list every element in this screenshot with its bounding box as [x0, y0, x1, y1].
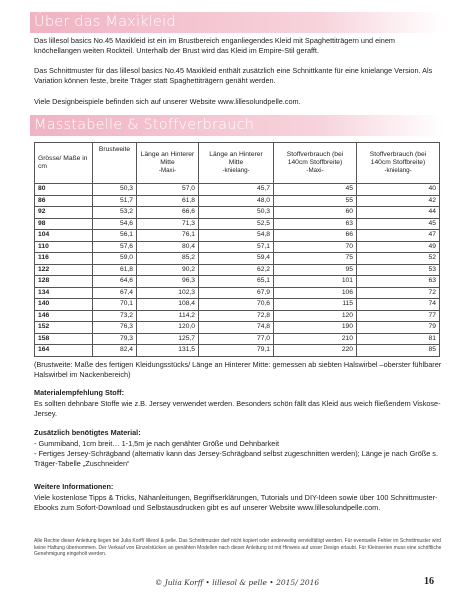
value-cell: 70,6: [199, 299, 274, 311]
value-cell: 73,2: [93, 310, 137, 322]
value-cell: 120,0: [137, 322, 199, 334]
value-cell: 53: [357, 264, 440, 276]
value-cell: 120: [274, 310, 357, 322]
value-cell: 81: [357, 333, 440, 345]
col-header-fabric-maxi-label: Stoffverbrauch (bei 140cm Stoffbreite): [286, 150, 344, 166]
value-cell: 45,7: [199, 184, 274, 196]
page-number: 16: [424, 576, 434, 587]
size-cell: 80: [35, 184, 93, 196]
size-cell: 128: [35, 276, 93, 288]
value-cell: 80,4: [137, 241, 199, 253]
table-row: [35, 276, 440, 288]
table-row: [35, 184, 440, 196]
col-header-length-knee: [199, 143, 274, 184]
size-table: [34, 142, 440, 357]
section-heading-size-chart: Masstabelle & Stoffverbrauch: [34, 117, 255, 133]
value-cell: 79: [357, 322, 440, 334]
table-row: [35, 207, 440, 219]
table-row: [35, 322, 440, 334]
value-cell: 49: [357, 241, 440, 253]
col-header-length-knee-label: Länge an Hinterer Mitte: [209, 150, 263, 166]
value-cell: 50,3: [93, 184, 137, 196]
value-cell: 77: [357, 310, 440, 322]
value-cell: 75: [274, 253, 357, 265]
size-cell: 110: [35, 241, 93, 253]
value-cell: 220: [274, 345, 357, 357]
size-cell: 146: [35, 310, 93, 322]
value-cell: 48,0: [199, 195, 274, 207]
size-cell: 134: [35, 287, 93, 299]
table-row: [35, 241, 440, 253]
col-header-bust: [93, 143, 137, 184]
intro-paragraph-2: Das Schnittmuster für das lillesol basics No.45 Maxikleid enthält zusätzlich eine Schnittkante für eine knielange Version. Als Variation können feste, breite Träger statt Spaghettiträgern genäht werden.: [34, 66, 433, 86]
size-cell: 98: [35, 218, 93, 230]
value-cell: 190: [274, 322, 357, 334]
value-cell: 67,9: [199, 287, 274, 299]
extra-material-title: [34, 428, 444, 438]
table-row: [35, 345, 440, 357]
value-cell: 115: [274, 299, 357, 311]
value-cell: 62,2: [199, 264, 274, 276]
value-cell: 57,0: [137, 184, 199, 196]
value-cell: 57,1: [199, 241, 274, 253]
material-title: [34, 388, 444, 398]
value-cell: 59,0: [93, 253, 137, 265]
value-cell: 85,2: [137, 253, 199, 265]
value-cell: 40: [357, 184, 440, 196]
value-cell: 79,1: [199, 345, 274, 357]
col-header-length-knee-sub: -knielang-: [222, 167, 250, 175]
value-cell: 70: [274, 241, 357, 253]
value-cell: 82,4: [93, 345, 137, 357]
col-header-size-label: Grösse/ Maße in cm: [38, 154, 88, 170]
table-row: [35, 333, 440, 345]
value-cell: 45: [357, 218, 440, 230]
value-cell: 56,1: [93, 230, 137, 242]
col-header-length-maxi: [137, 143, 199, 184]
value-cell: 61,8: [93, 264, 137, 276]
value-cell: 66,6: [137, 207, 199, 219]
value-cell: 90,2: [137, 264, 199, 276]
col-header-bust-label: Brustweite: [98, 146, 131, 153]
value-cell: 52,5: [199, 218, 274, 230]
section-heading-about: Über das Maxikleid: [34, 14, 176, 30]
table-row: [35, 310, 440, 322]
value-cell: 47: [357, 230, 440, 242]
value-cell: 61,8: [137, 195, 199, 207]
value-cell: 54,8: [199, 230, 274, 242]
intro-paragraph-3: Viele Designbeispiele befinden sich auf unserer Website www.lillesolundpelle.com.: [34, 97, 301, 106]
value-cell: 106: [274, 287, 357, 299]
measurement-note: (Brustweite: Maße des fertigen Kleidungsstücks/ Länge an Hinterer Mitte: gemessen ab siebten Halswirbel –oberster fühlbarer Halswirbel im Nackenbereich): [34, 360, 442, 380]
value-cell: 77,0: [199, 333, 274, 345]
value-cell: 52: [357, 253, 440, 265]
col-header-fabric-knee: [357, 143, 440, 184]
value-cell: 65,1: [199, 276, 274, 288]
value-cell: 60: [274, 207, 357, 219]
value-cell: 71,3: [137, 218, 199, 230]
page-footer: © Julia Korff • lillesol & pelle • 2015/ 2016: [154, 578, 320, 587]
table-row: [35, 264, 440, 276]
value-cell: 74,8: [199, 322, 274, 334]
col-header-length-maxi-sub: -Maxi-: [158, 167, 177, 175]
heading-band-about: [30, 12, 444, 33]
info-title: [34, 482, 444, 492]
size-cell: 86: [35, 195, 93, 207]
value-cell: 101: [274, 276, 357, 288]
value-cell: 102,3: [137, 287, 199, 299]
table-row: [35, 299, 440, 311]
value-cell: 63: [274, 218, 357, 230]
value-cell: 54,6: [93, 218, 137, 230]
table-row: [35, 253, 440, 265]
size-cell: 140: [35, 299, 93, 311]
table-row: [35, 195, 440, 207]
size-cell: 122: [35, 264, 93, 276]
col-header-size: [35, 143, 93, 184]
table-row: [35, 218, 440, 230]
size-cell: 92: [35, 207, 93, 219]
value-cell: 108,4: [137, 299, 199, 311]
value-cell: 55: [274, 195, 357, 207]
value-cell: 72,8: [199, 310, 274, 322]
col-header-fabric-maxi-sub: -Maxi-: [306, 167, 324, 175]
table-header-row: [35, 143, 440, 184]
value-cell: 66: [274, 230, 357, 242]
value-cell: 53,2: [93, 207, 137, 219]
size-cell: 116: [35, 253, 93, 265]
value-cell: 72: [357, 287, 440, 299]
extra-material-line-2: - Fertiges Jersey-Schrägband (alternativ kann das Jersey-Schrägband selbst zugeschnitten werden); Länge je nach Größe s. Träger-Tabelle „Zuschneiden“: [34, 449, 438, 469]
size-cell: 164: [35, 345, 93, 357]
table-row: [35, 287, 440, 299]
intro-paragraph-1: Das lillesol basics No.45 Maxikleid ist ein im Brustbereich enganliegendes Kleid mit Spaghettiträgern und einem knöchellangen weiten Rockteil. Unterhalb der Brust wird das Kleid im Empire-Stil gerafft.: [34, 36, 395, 56]
heading-band-size-chart: [30, 115, 444, 136]
value-cell: 74: [357, 299, 440, 311]
col-header-fabric-knee-sub: -knielang-: [384, 167, 412, 175]
info-text: Viele kostenlose Tipps & Tricks, Nähanleitungen, Begriffserklärungen, Tutorials und DIY-Ideen sowie über 100 Schnittmuster-Ebooks zum Sofort-Download und Selbstausdrucken gibt es auf unserer Website www.lillesolundpelle.com.: [34, 493, 438, 513]
value-cell: 51,7: [93, 195, 137, 207]
copyright-footnote: Alle Rechte dieser Anleitung liegen bei Julia Korff/ lillesol & pelle. Das Schnittmuster darf nicht kopiert oder anderweitig vervielfältigt werden. Für eventuelle Fehler im Schnittmuster wird keine Haftung übernommen. Der Verkauf von Einzelstücken an genähten Modellen nach dieser Anleitung ist mit Hinweis auf unser Design erlaubt. Für Kleinserien muss eine schriftliche Genehmigung eingeholt werden.: [34, 538, 442, 558]
value-cell: 125,7: [137, 333, 199, 345]
value-cell: 76,1: [137, 230, 199, 242]
value-cell: 95: [274, 264, 357, 276]
size-cell: 158: [35, 333, 93, 345]
value-cell: 64,6: [93, 276, 137, 288]
value-cell: 79,3: [93, 333, 137, 345]
value-cell: 85: [357, 345, 440, 357]
value-cell: 210: [274, 333, 357, 345]
size-cell: 152: [35, 322, 93, 334]
value-cell: 131,5: [137, 345, 199, 357]
material-title-text: Materialempfehlung Stoff:: [34, 388, 124, 397]
table-row: [35, 230, 440, 242]
extra-material-line-1: - Gummiband, 1cm breit… 1-1,5m je nach genähter Größe und Dehnbarkeit: [34, 439, 279, 448]
value-cell: 96,3: [137, 276, 199, 288]
size-cell: 104: [35, 230, 93, 242]
col-header-fabric-knee-label: Stoffverbrauch (bei 140cm Stoffbreite): [369, 150, 427, 166]
value-cell: 63: [357, 276, 440, 288]
info-title-text: Weitere Informationen:: [34, 482, 114, 491]
value-cell: 59,4: [199, 253, 274, 265]
value-cell: 67,4: [93, 287, 137, 299]
material-text: Es sollten dehnbare Stoffe wie z.B. Jersey verwendet werden. Besonders schön fällt das Kleid aus weich fließendem Viskose-Jersey.: [34, 399, 441, 419]
value-cell: 44: [357, 207, 440, 219]
col-header-length-maxi-label: Länge an Hinterer Mitte: [140, 150, 195, 166]
value-cell: 76,3: [93, 322, 137, 334]
value-cell: 57,6: [93, 241, 137, 253]
value-cell: 114,2: [137, 310, 199, 322]
value-cell: 70,1: [93, 299, 137, 311]
value-cell: 45: [274, 184, 357, 196]
extra-material-title-text: Zusätzlich benötigtes Material:: [34, 428, 141, 437]
col-header-fabric-maxi: [274, 143, 357, 184]
value-cell: 42: [357, 195, 440, 207]
value-cell: 50,3: [199, 207, 274, 219]
